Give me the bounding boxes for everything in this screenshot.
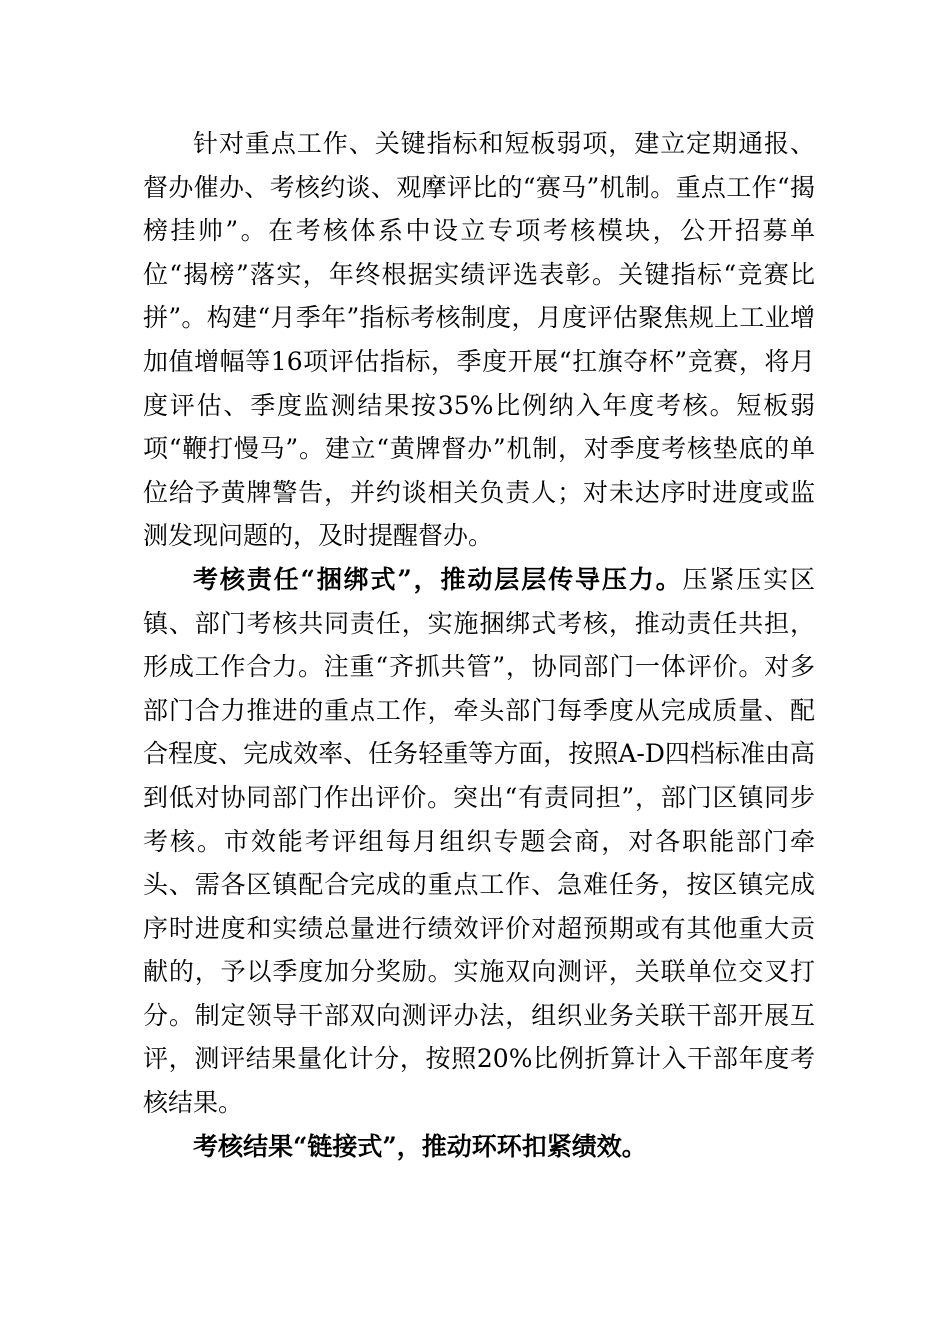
paragraph-2 (143, 558, 815, 1125)
paragraph-3-heading: 考核结果“链接式”，推动环环扣紧绩效。 (193, 1131, 647, 1161)
paragraph-1-text: 针对重点工作、关键指标和短板弱项，建立定期通报、督办催办、考核约谈、观摩评比的“赛马”机制。重点工作“揭榜挂帅”。在考核体系中设立专项考核模块，公开招募单位“揭榜”落实，年终根据实绩评选表彰。关键指标“竞赛比拼”。构建“月季年”指标考核制度，月度评估聚焦规上工业增加值增幅等16项评估指标，季度开展“扛旗夺杯”竞赛，将月度评估、季度监测结果按35%比例纳入年度考核。短板弱项“鞭打慢马”。建立“黄牌督办”机制，对季度考核垫底的单位给予黄牌警告，并约谈相关负责人；对未达序时进度或监测发现问题的，及时提醒督办。 (143, 129, 815, 551)
paragraph-3 (143, 1125, 815, 1169)
document-body (143, 122, 815, 1168)
paragraph-2-heading: 考核责任“捆绑式”，推动层层传导压力。 (193, 564, 683, 594)
paragraph-2-text: 压紧压实区镇、部门考核共同责任，实施捆绑式考核，推动责任共担，形成工作合力。注重“齐抓共管”，协同部门一体评价。对多部门合力推进的重点工作，牵头部门每季度从完成质量、配合程度、完成效率、任务轻重等方面，按照A-D四档标准由高到低对协同部门作出评价。突出“有责同担”，部门区镇同步考核。市效能考评组每月组织专题会商，对各职能部门牵头、需各区镇配合完成的重点工作、急难任务，按区镇完成序时进度和实绩总量进行绩效评价对超预期或有其他重大贡献的，予以季度加分奖励。实施双向测评，关联单位交叉打分。制定领导干部双向测评办法，组织业务关联干部开展互评，测评结果量化计分，按照20%比例折算计入干部年度考核结果。 (143, 564, 815, 1118)
paragraph-1 (143, 122, 815, 558)
